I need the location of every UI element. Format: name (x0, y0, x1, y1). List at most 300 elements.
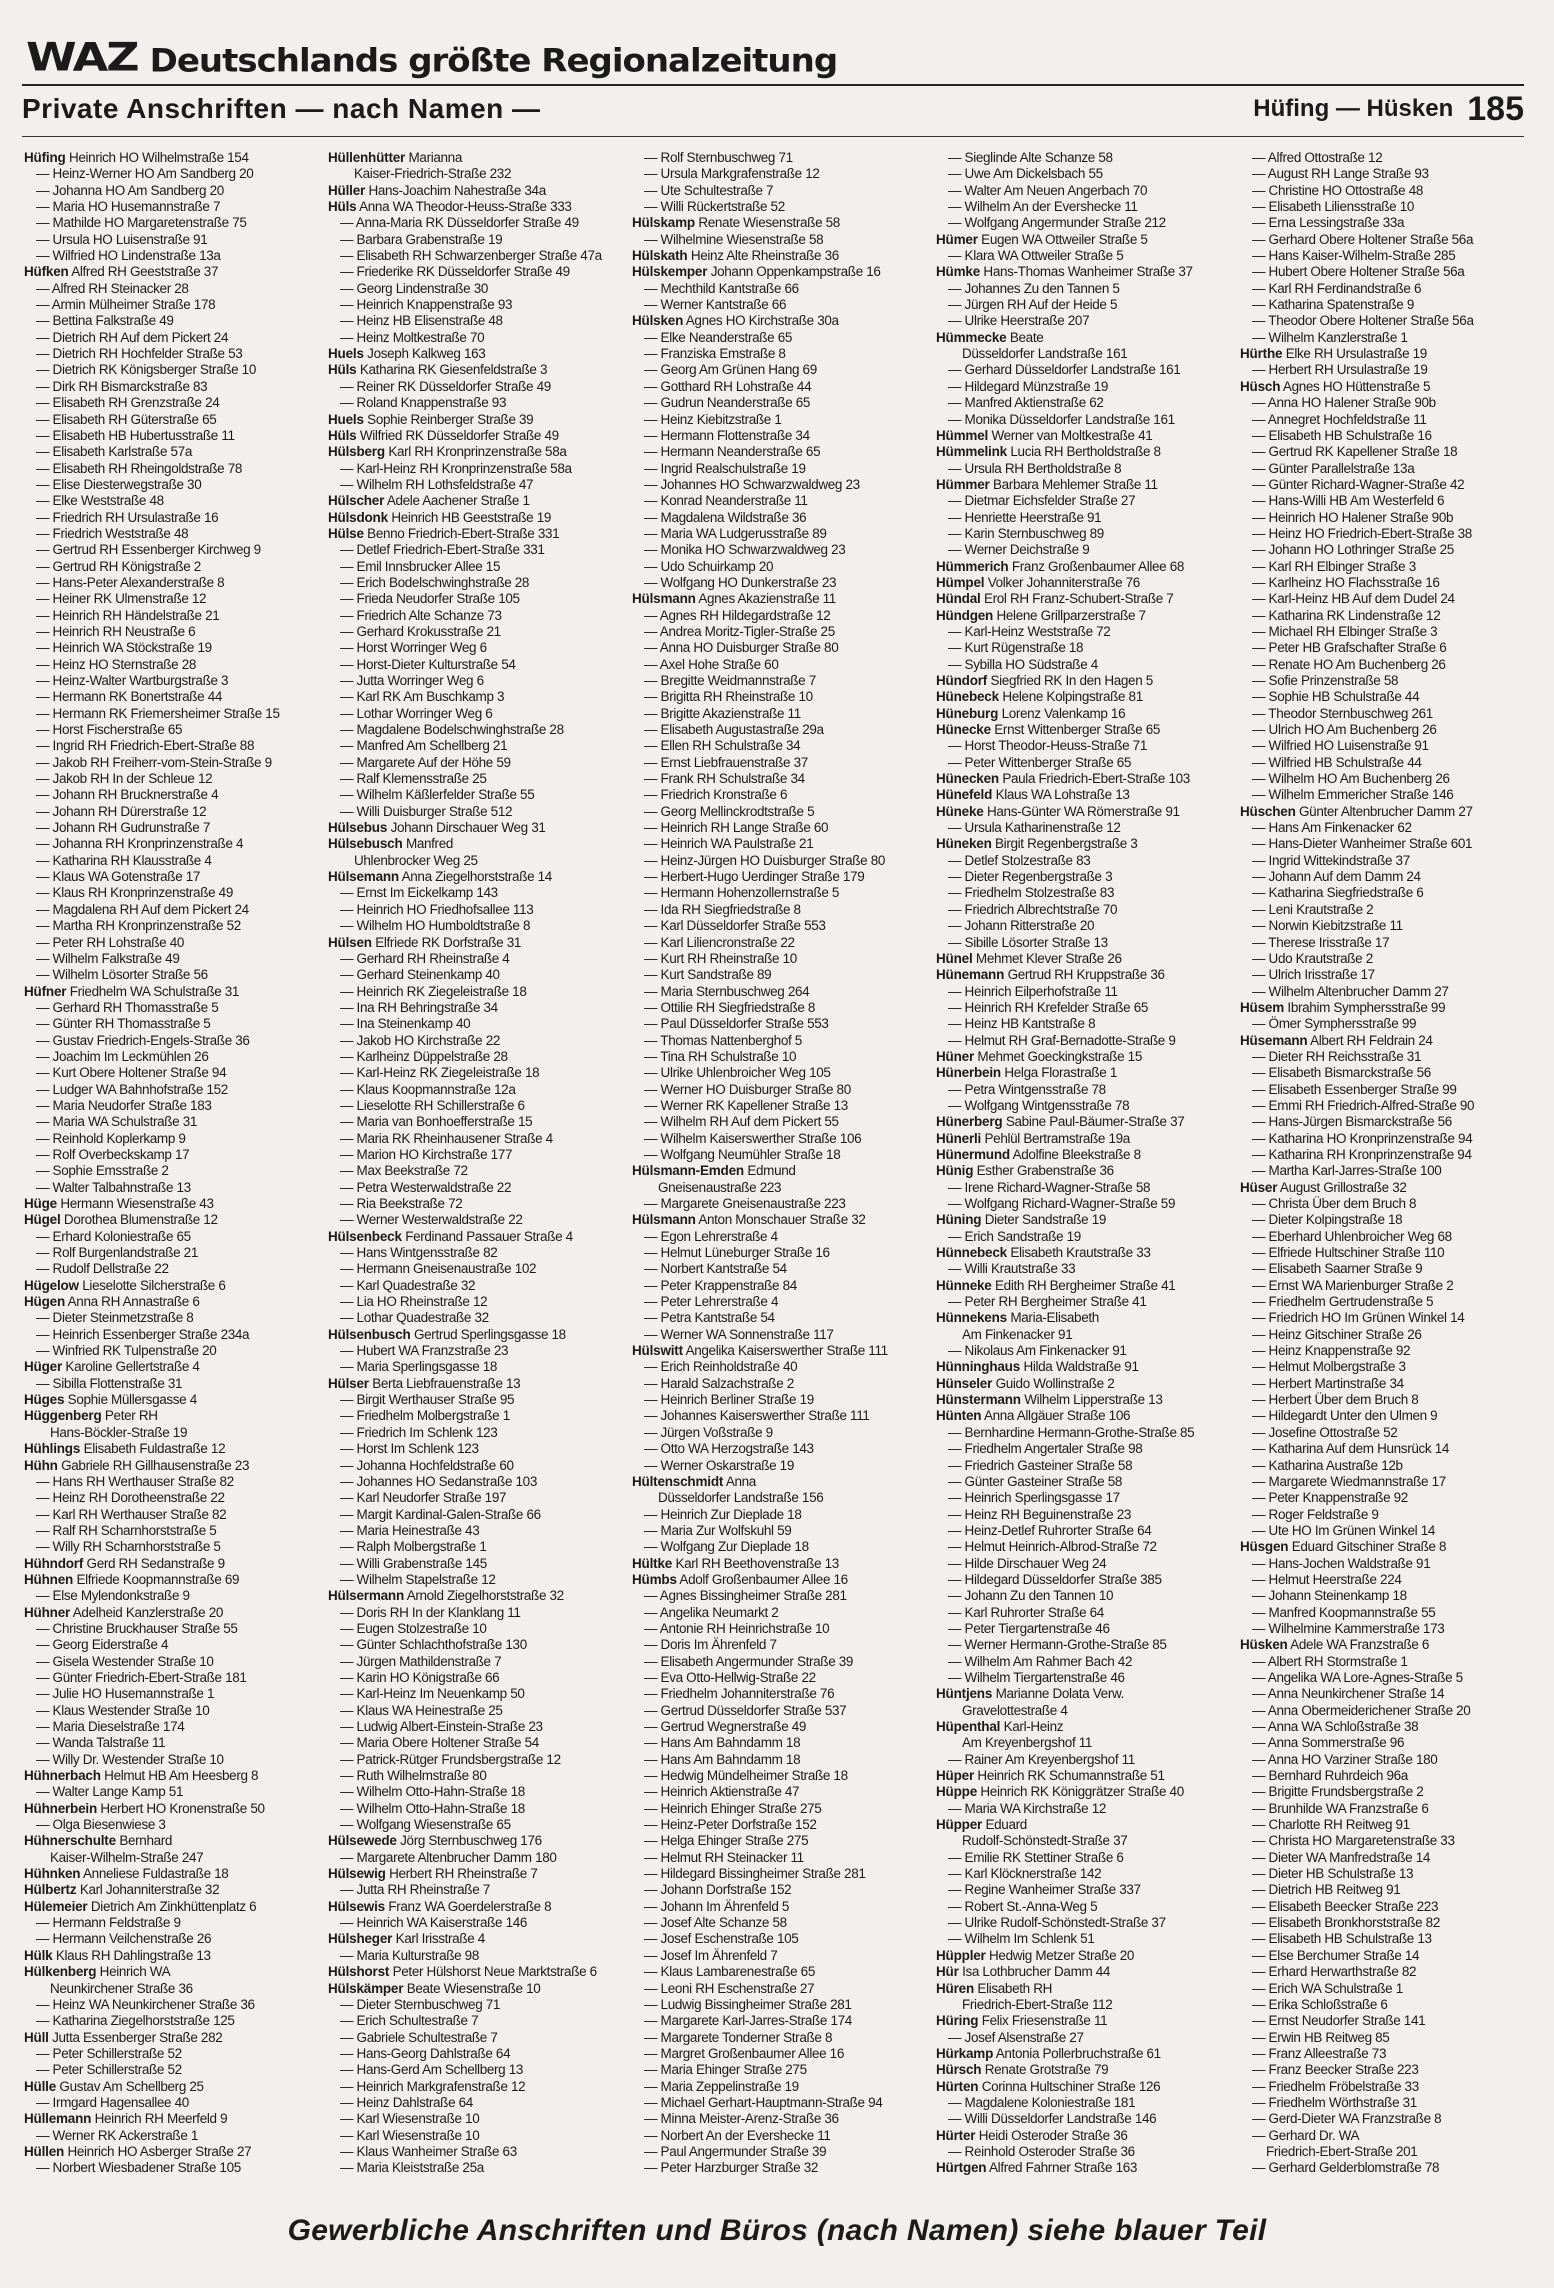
directory-entry (936, 1539, 1224, 1555)
entry-details: — Manfred Koopmannstraße 55 (1252, 1604, 1436, 1620)
entry-details: — Heinz-Jürgen HO Duisburger Straße 80 (644, 852, 886, 868)
directory-entry (24, 444, 312, 460)
entry-details: — Horst Worringer Weg 6 (340, 640, 487, 656)
directory-entry (1240, 1474, 1528, 1490)
masthead (26, 20, 837, 80)
entry-details: — Emmi RH Friedrich-Alfred-Straße 90 (1252, 1097, 1475, 1113)
entry-details: — Doris RH In der Klanklang 11 (340, 1604, 521, 1620)
entry-details: — Bernhard Ruhrdeich 96a (1252, 1768, 1408, 1784)
entry-details: — Albert RH Stormstraße 1 (1252, 1653, 1408, 1669)
entry-details: — Paul Düsseldorfer Straße 553 (644, 1016, 829, 1032)
surname: Hürtgen (936, 2160, 987, 2176)
directory-entry (24, 1523, 312, 1539)
directory-entry (1240, 232, 1528, 248)
surname: Hümmel (936, 427, 989, 443)
directory-entry (936, 1588, 1224, 1604)
directory-entry (328, 1327, 616, 1343)
directory-entry (1240, 1997, 1528, 2013)
entry-details: — Erich Schultestraße 7 (340, 2013, 479, 2029)
entry-details: Joseph Kalkweg 163 (367, 346, 486, 362)
entry-details: — Heinrich Essenberger Straße 234a (36, 1326, 250, 1342)
entry-details: — Gudrun Neanderstraße 65 (644, 395, 811, 411)
directory-entry (328, 215, 616, 231)
surname: Hülswitt (632, 1343, 683, 1359)
entry-details: — Regine Wanheimer Straße 337 (948, 1882, 1141, 1898)
entry-details: — Hildegard Münzstraße 19 (948, 378, 1109, 394)
directory-entry (1240, 738, 1528, 754)
directory-entry (632, 1670, 920, 1686)
directory-entry (632, 2128, 920, 2144)
directory-entry (1240, 624, 1528, 640)
entry-details: — Hubert WA Franzstraße 23 (340, 1343, 509, 1359)
surname: Hühnerbein (24, 1800, 98, 1816)
surname: Hünnebeck (936, 1245, 1007, 1261)
entry-details: — Horst Im Schlenk 123 (340, 1441, 479, 1457)
directory-entry (328, 1425, 616, 1441)
entry-details: — Hans-Willi HB Am Westerfeld 6 (1252, 493, 1445, 509)
entry-details: — Wilhelm Kaiserswerther Straße 106 (644, 1130, 862, 1146)
entry-details: Erol RH Franz-Schubert-Straße 7 (983, 591, 1174, 607)
directory-entry (936, 248, 1224, 264)
entry-details: — Friedrich Alte Schanze 73 (340, 607, 502, 623)
entry-details: — Helmut RH Steinacker 11 (644, 1849, 804, 1865)
entry-details: — Brunhilde WA Franzstraße 6 (1252, 1800, 1429, 1816)
entry-details: — Heinrich RK Ziegeleistraße 18 (340, 983, 527, 999)
directory-entry (1240, 1833, 1528, 1849)
surname: Hümer (936, 231, 978, 247)
entry-details: — Christa HO Margaretenstraße 33 (1252, 1833, 1455, 1849)
entry-details: — Gerhard RH Rheinstraße 4 (340, 950, 510, 966)
directory-entry (328, 1261, 616, 1277)
entry-details: — Wilhelm Am Rahmer Bach 42 (948, 1653, 1133, 1669)
entry-details: — Maria Heinestraße 43 (340, 1522, 480, 1538)
directory-entry (24, 1899, 312, 1915)
surname: Hüppe (936, 1784, 977, 1800)
directory-entry (632, 2013, 920, 2029)
entry-details: — Hans Kaiser-Wilhelm-Straße 285 (1252, 248, 1456, 264)
directory-entry (328, 1899, 616, 1915)
entry-details: — Dietrich HB Reitweg 91 (1252, 1882, 1401, 1898)
entry-details: Gertrud RH Kruppstraße 36 (1007, 967, 1165, 983)
directory-entry (936, 1180, 1224, 1196)
surname: Hülskemper (632, 264, 708, 280)
directory-entry (632, 820, 920, 836)
entry-details: — Agnes Bissingheimer Straße 281 (644, 1588, 847, 1604)
directory-entry (328, 657, 616, 673)
directory-entry (632, 1654, 920, 1670)
directory-entry (1240, 1539, 1528, 1555)
directory-entry (24, 542, 312, 558)
directory-entry (936, 1719, 1224, 1735)
entry-details: — Frank RH Schulstraße 34 (644, 771, 805, 787)
entry-details: — Magdalena RH Auf dem Pickert 24 (36, 901, 249, 917)
entry-details: — Wilhelm Käßlerfelder Straße 55 (340, 787, 535, 803)
directory-entry (936, 444, 1224, 460)
entry-details: — Norbert An der Evershecke 11 (644, 2127, 831, 2143)
entry-details: — Werner Hermann-Grothe-Straße 85 (948, 1637, 1167, 1653)
entry-details: — Heinz RH Dorotheenstraße 22 (36, 1490, 225, 1506)
entry-details: — Ernst Liebfrauenstraße 37 (644, 754, 808, 770)
directory-entry (328, 902, 616, 918)
surname: Hüggenberg (24, 1408, 102, 1424)
entry-details: — Karl-Heinz Weststraße 72 (948, 623, 1111, 639)
directory-entry (632, 1850, 920, 1866)
directory-entry (936, 1833, 1224, 1849)
directory-entry (328, 1474, 616, 1490)
surname: Hühlings (24, 1441, 81, 1457)
entry-details: Friedrich-Ebert-Straße 112 (962, 1996, 1113, 2012)
directory-entry (1240, 869, 1528, 885)
entry-details: — Sibille Lösorter Straße 13 (948, 934, 1108, 950)
entry-details: — Johanna RH Kronprinzenstraße 4 (36, 836, 244, 852)
surname: Hülscher (328, 493, 385, 509)
directory-entry (24, 1229, 312, 1245)
directory-entry (1240, 1180, 1528, 1196)
directory-entry (24, 1163, 312, 1179)
entry-details: Hedwig Metzer Straße 20 (989, 1947, 1135, 1963)
entry-details: — Sophie Emsstraße 2 (36, 1163, 169, 1179)
entry-details: — Elisabeth Essenberger Straße 99 (1252, 1081, 1457, 1097)
directory-entry (1240, 608, 1528, 624)
entry-details: — Renate HO Am Buchenberg 26 (1252, 656, 1446, 672)
directory-entry (24, 1180, 312, 1196)
entry-details: Elke RH Ursulastraße 19 (1285, 346, 1427, 362)
surname: Hürten (936, 2078, 979, 2094)
directory-entry (24, 559, 312, 575)
entry-details: — Johann Steinenkamp 18 (1252, 1588, 1407, 1604)
entry-details: — Elisabeth HB Hubertusstraße 11 (36, 427, 235, 443)
surname: Hüller (328, 182, 366, 198)
directory-entry (632, 951, 920, 967)
entry-details: — Emil Innsbrucker Allee 15 (340, 558, 501, 574)
directory-entry (936, 2079, 1224, 2095)
directory-entry (24, 183, 312, 199)
entry-details: — Jürgen Mathildenstraße 7 (340, 1653, 502, 1669)
directory-entry (24, 1637, 312, 1653)
directory-entry (936, 1474, 1224, 1490)
directory-entry (632, 542, 920, 558)
entry-details: — Gertrud RH Essenberger Kirchweg 9 (36, 542, 261, 558)
directory-entry (936, 1931, 1224, 1947)
surname: Hüsem (1240, 999, 1285, 1015)
surname: Hüneke (936, 803, 984, 819)
directory-entry (632, 869, 920, 885)
entry-details: — Johann RH Brucknerstraße 4 (36, 787, 219, 803)
entry-details: Helmut HB Am Heesberg 8 (104, 1768, 259, 1784)
entry-details: — Dieter Sternbuschweg 71 (340, 1996, 501, 2012)
directory-entry (328, 787, 616, 803)
footer-note: Gewerbliche Anschriften und Büros (nach Namen) siehe blauer Teil (287, 2214, 1267, 2247)
directory-entry (328, 1376, 616, 1392)
entry-details: — Hermann RK Friemersheimer Straße 15 (36, 705, 280, 721)
entry-details: — Theodor Sternbuschweg 261 (1252, 705, 1433, 721)
directory-entry (632, 1882, 920, 1898)
entry-details: — Werner RK Kapellener Straße 13 (644, 1097, 848, 1113)
directory-entry (1240, 1294, 1528, 1310)
entry-details: — Maria Kulturstraße 98 (340, 1947, 480, 1963)
directory-entry (328, 1114, 616, 1130)
directory-entry (632, 640, 920, 656)
directory-entry (328, 1049, 616, 1065)
entry-details: — Klaus Westender Straße 10 (36, 1702, 210, 1718)
entry-details: — Heinrich RH Händelstraße 21 (36, 607, 220, 623)
directory-entry (936, 1327, 1224, 1343)
directory-entry (328, 804, 616, 820)
directory-entry (936, 1621, 1224, 1637)
directory-entry (1240, 1556, 1528, 1572)
entry-details: — Ida RH Siegfriedstraße 8 (644, 901, 801, 917)
entry-details: — Elisabeth Saarner Straße 9 (1252, 1261, 1423, 1277)
entry-details: — Hilde Dirschauer Weg 24 (948, 1555, 1107, 1571)
entry-details: Marianne Dolata Verw. (995, 1686, 1125, 1702)
directory-entry (24, 787, 312, 803)
surname: Hüppler (936, 1947, 986, 1963)
directory-entry (632, 1000, 920, 1016)
entry-details: — Karl Düsseldorfer Straße 553 (644, 918, 826, 934)
entry-details: — Reinhold Koplerkamp 9 (36, 1130, 186, 1146)
directory-entry (632, 1981, 920, 1997)
directory-entry (632, 1310, 920, 1326)
entry-details: Dorothea Blumenstraße 12 (63, 1212, 218, 1228)
entry-details: — Patrick-Rütger Frundsbergstraße 12 (340, 1751, 561, 1767)
entry-details: Heinrich RH Meerfeld 9 (94, 2111, 228, 2127)
entry-details: — Hans RH Werthauser Straße 82 (36, 1473, 234, 1489)
directory-entry (936, 853, 1224, 869)
surname: Hünerbein (936, 1065, 1001, 1081)
entry-details: — Nikolaus Am Finkenacker 91 (948, 1343, 1127, 1359)
directory-entry (1240, 183, 1528, 199)
entry-details: — Hermann RK Bonertstraße 44 (36, 689, 223, 705)
entry-details: — Maria Neudorfer Straße 183 (36, 1097, 212, 1113)
surname: Hüser (1240, 1179, 1278, 1195)
directory-entry (936, 1212, 1224, 1228)
directory-entry (936, 493, 1224, 509)
directory-entry (328, 428, 616, 444)
directory-entry (632, 1523, 920, 1539)
entry-details: — Werner Westerwaldstraße 22 (340, 1212, 523, 1228)
entry-details: — Wilhelm Otto-Hahn-Straße 18 (340, 1800, 525, 1816)
entry-details: Gustav Am Schellberg 25 (59, 2078, 204, 2094)
entry-details: — Katharina Austraße 12b (1252, 1457, 1403, 1473)
directory-entry (632, 1016, 920, 1032)
entry-details: — Karl RH Ferdinandstraße 6 (1252, 280, 1422, 296)
entry-details: — Ute Schultestraße 7 (644, 182, 774, 198)
directory-entry (1240, 2030, 1528, 2046)
directory-entry (328, 1572, 616, 1588)
entry-details: — Ina Steinenkamp 40 (340, 1016, 471, 1032)
surname: Hünneke (936, 1277, 992, 1293)
entry-details: Hans-Günter WA Römerstraße 91 (986, 803, 1180, 819)
surname: Hümpel (936, 574, 985, 590)
entry-details: Edmund (747, 1163, 796, 1179)
surname: Hündal (936, 591, 981, 607)
directory-entry (1240, 918, 1528, 934)
entry-details: Adolf Großenbaumer Allee 16 (679, 1571, 848, 1587)
entry-details: Helene Grillparzerstraße 7 (996, 607, 1146, 623)
entry-details: Paula Friedrich-Ebert-Straße 103 (1002, 771, 1190, 787)
directory-entry (632, 624, 920, 640)
surname: Hülsewis (328, 1898, 385, 1914)
entry-details: — Ömer Symphersstraße 99 (1252, 1016, 1417, 1032)
entry-details: — Udo Krautstraße 2 (1252, 950, 1373, 966)
directory-entry (632, 297, 920, 313)
entry-details: Barbara Mehlemer Straße 11 (992, 476, 1158, 492)
entry-details: — Norwin Kiebitzstraße 11 (1252, 918, 1403, 934)
directory-entry (328, 591, 616, 607)
directory-entry (1240, 428, 1528, 444)
entry-details: Karl RH Kronprinzenstraße 58a (388, 444, 567, 460)
directory-entry (936, 771, 1224, 787)
directory-entry (1240, 1882, 1528, 1898)
entry-details: — Roland Knappenstraße 93 (340, 395, 507, 411)
directory-entry (1240, 281, 1528, 297)
directory-entry (1240, 526, 1528, 542)
entry-details: Kaiser-Wilhelm-Straße 247 (50, 1849, 204, 1865)
entry-details: — Detlef Friedrich-Ebert-Straße 331 (340, 542, 545, 558)
directory-entry (328, 771, 616, 787)
directory-entry (328, 1343, 616, 1359)
directory-entry (24, 1539, 312, 1555)
directory-entry (632, 1229, 920, 1245)
directory-entry (24, 1392, 312, 1408)
surname: Hüring (936, 2013, 979, 2029)
surname: Hünefeld (936, 787, 993, 803)
entry-details: — Maria WA Ludgerusstraße 89 (644, 525, 827, 541)
entry-details: — Brigitta RH Rheinstraße 10 (644, 689, 813, 705)
entry-details: — Heinrich Zur Dieplade 18 (644, 1506, 802, 1522)
directory-entry (936, 575, 1224, 591)
entry-details: — Therese Irisstraße 17 (1252, 934, 1390, 950)
directory-entry (328, 2111, 616, 2127)
directory-entry (936, 1131, 1224, 1147)
directory-entry (632, 1212, 920, 1228)
directory-entry (24, 1212, 312, 1228)
surname: Hündorf (936, 673, 988, 688)
directory-entry (24, 313, 312, 329)
directory-entry (328, 1359, 616, 1375)
directory-entry (1240, 967, 1528, 983)
directory-entry (632, 918, 920, 934)
surname: Hülse (328, 525, 364, 541)
directory-entry (936, 510, 1224, 526)
directory-entry (936, 1899, 1224, 1915)
entry-details: Elisabeth RH (977, 1980, 1053, 1996)
entry-details: Elfriede Koopmannstraße 69 (76, 1571, 240, 1587)
entry-details: — Johann Im Ährenfeld 5 (644, 1898, 790, 1914)
directory-entry (936, 967, 1224, 983)
directory-entry (1240, 575, 1528, 591)
directory-entry (632, 199, 920, 215)
entry-details: — Gertrud RH Königstraße 2 (36, 558, 201, 574)
entry-details: Heidi Osteroder Straße 36 (978, 2127, 1128, 2143)
entry-details: — Hermann Flottenstraße 34 (644, 427, 810, 443)
entry-details: — Dietrich RH Auf dem Pickert 24 (36, 329, 229, 345)
directory-entry (24, 673, 312, 689)
entry-details: Corinna Hultschiner Straße 126 (981, 2078, 1161, 2094)
entry-details: — Axel Hohe Straße 60 (644, 656, 779, 672)
directory-entry (632, 232, 920, 248)
entry-details: — Franz Beecker Straße 223 (1252, 2062, 1419, 2078)
directory-entry (1240, 640, 1528, 656)
surname: Hülsebusch (328, 836, 403, 852)
directory-entry (24, 1654, 312, 1670)
entry-details: — Gustav Friedrich-Engels-Straße 36 (36, 1032, 250, 1048)
directory-entry (1240, 199, 1528, 215)
directory-entry (632, 346, 920, 362)
directory-entry (1240, 248, 1528, 264)
surname: Hühn (24, 1457, 58, 1473)
directory-entry (328, 2144, 616, 2160)
entry-details: Karl RH Beethovenstraße 13 (675, 1555, 839, 1571)
entry-details: — Irmgard Hagensallee 40 (36, 2094, 189, 2110)
surname: Hüsken (1240, 1637, 1288, 1653)
entry-details: Werner van Moltkestraße 41 (991, 427, 1153, 443)
entry-details: — Helmut Heinrich-Albrod-Straße 72 (948, 1539, 1157, 1555)
directory-entry (24, 1719, 312, 1735)
entry-details: — Hans-Dieter Wanheimer Straße 601 (1252, 836, 1473, 852)
entry-details: Friedhelm WA Schulstraße 31 (69, 983, 240, 999)
directory-column-1 (24, 150, 312, 2176)
entry-details: Volker Johanniterstraße 76 (987, 574, 1140, 590)
directory-entry (1240, 836, 1528, 852)
entry-details: — Klara WA Ottweiler Straße 5 (948, 248, 1124, 264)
directory-entry (632, 1768, 920, 1784)
entry-details: Marianna (408, 150, 462, 165)
directory-entry (632, 1147, 920, 1163)
directory-entry (24, 1768, 312, 1784)
surname: Hüntjens (936, 1686, 993, 1702)
entry-details: — Willy Dr. Westender Straße 10 (36, 1751, 224, 1767)
directory-entry (936, 166, 1224, 182)
directory-entry (24, 1294, 312, 1310)
entry-details: Lieselotte Silcherstraße 6 (82, 1277, 226, 1293)
entry-details: — Elisabeth Beecker Straße 223 (1252, 1898, 1439, 1914)
directory-entry (1240, 657, 1528, 673)
directory-entry (936, 1915, 1224, 1931)
surname: Hügelow (24, 1277, 79, 1293)
directory-entry (1240, 1981, 1528, 1997)
entry-details: — Heinrich RH Neustraße 6 (36, 623, 196, 639)
directory-entry (328, 1507, 616, 1523)
directory-entry (632, 1327, 920, 1343)
directory-entry (24, 232, 312, 248)
entry-details: — Ursula RH Bertholdstraße 8 (948, 460, 1122, 476)
directory-entry (24, 1131, 312, 1147)
directory-entry (936, 183, 1224, 199)
directory-entry (936, 1964, 1224, 1980)
directory-entry (1240, 1817, 1528, 1833)
entry-details: Lucia RH Bertholdstraße 8 (1010, 444, 1161, 460)
page-number: 185 (1467, 89, 1524, 128)
directory-entry (1240, 1049, 1528, 1065)
directory-entry (24, 281, 312, 297)
directory-entry (936, 461, 1224, 477)
entry-details: — Tina RH Schulstraße 10 (644, 1048, 797, 1064)
directory-entry (24, 869, 312, 885)
directory-entry (936, 1114, 1224, 1130)
directory-entry (328, 885, 616, 901)
entry-details: — Karl Quadestraße 32 (340, 1277, 476, 1293)
entry-details: — Wilhelm Tiergartenstraße 46 (948, 1669, 1125, 1685)
entry-details: — Erhard Herwarthstraße 82 (1252, 1964, 1417, 1980)
entry-details: — Anna-Maria RK Düsseldorfer Straße 49 (340, 215, 579, 231)
entry-details: — Johannes HO Schwarzwaldweg 23 (644, 476, 860, 492)
entry-details: — Angelika Neumarkt 2 (644, 1604, 779, 1620)
directory-entry (24, 1735, 312, 1751)
entry-details: — Wolfgang Neumühler Straße 18 (644, 1146, 841, 1162)
entry-details: — August RH Lange Straße 93 (1252, 166, 1429, 182)
surname: Hühnerbach (24, 1768, 101, 1784)
